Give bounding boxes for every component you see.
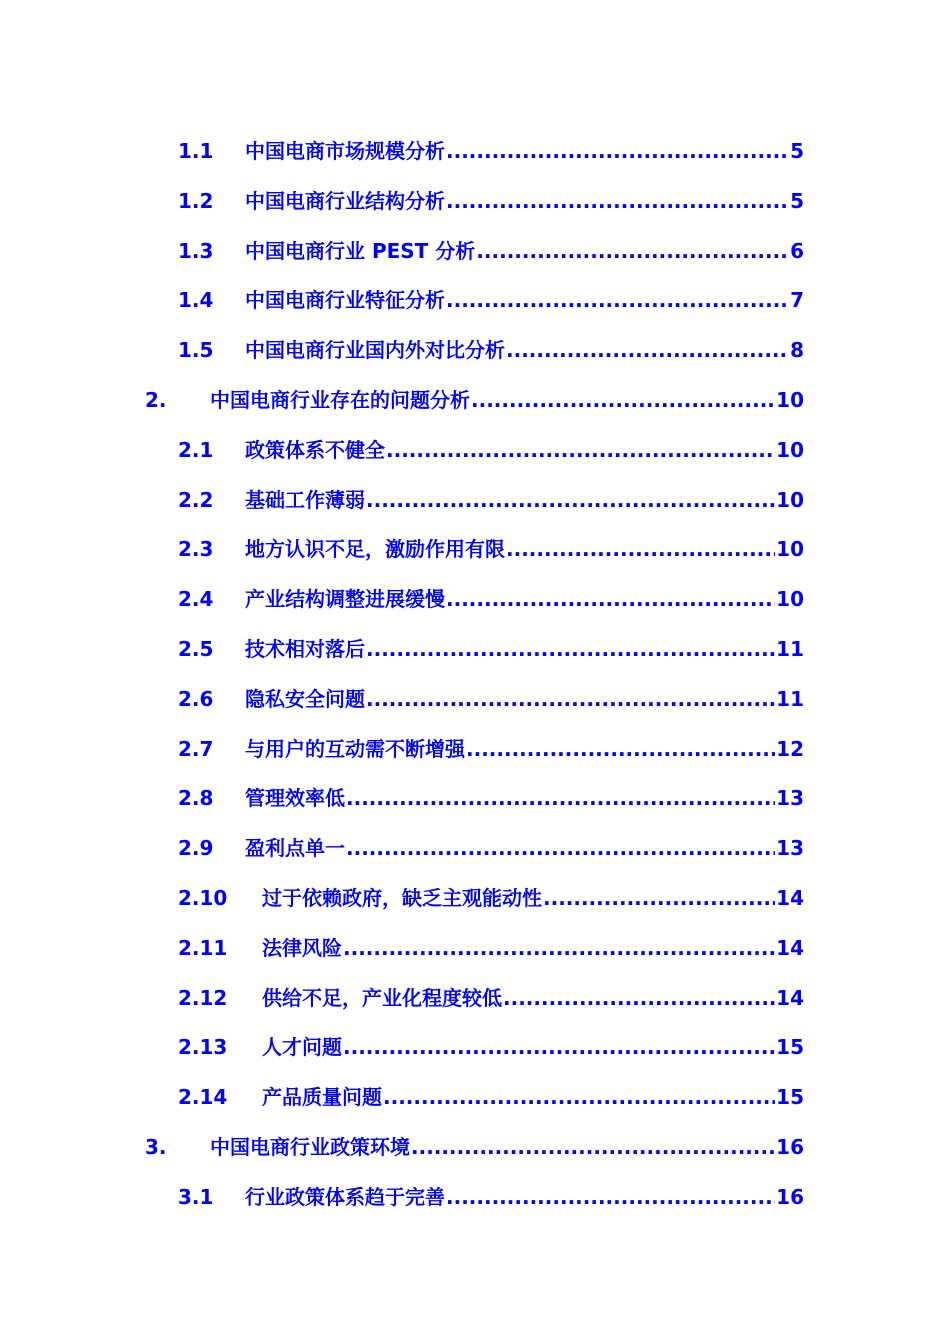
toc-entry-number: 2.10: [178, 886, 228, 910]
toc-entry-title: 政策体系不健全: [245, 438, 385, 462]
toc-entry-2-12[interactable]: [0, 983, 950, 1013]
toc-entry-3-1[interactable]: [0, 1182, 950, 1212]
toc-entry-number: 2.7: [178, 737, 214, 761]
toc-entry-page: 11: [776, 687, 804, 711]
toc-entry-2-7[interactable]: [0, 734, 950, 764]
toc-entry-title: 隐私安全问题: [245, 687, 365, 711]
toc-entry-body: [245, 734, 804, 764]
toc-entry-number: 1.1: [178, 139, 214, 163]
toc-entry-page: 13: [776, 836, 804, 860]
toc-entry-2-9[interactable]: [0, 833, 950, 863]
toc-entry-title: 人才问题: [262, 1035, 342, 1059]
toc-entry-number: 2.: [145, 388, 167, 412]
toc-entry-title: 法律风险: [262, 936, 342, 960]
toc-entry-page: 7: [790, 288, 804, 312]
toc-entry-1-5[interactable]: [0, 335, 950, 365]
toc-dot-leader: [446, 136, 789, 166]
toc-entry-2-2[interactable]: [0, 485, 950, 515]
toc-entry-body: [245, 833, 804, 863]
toc-entry-title: 基础工作薄弱: [245, 488, 365, 512]
toc-entry-body: [262, 983, 804, 1013]
toc-entry-title: 与用户的互动需不断增强: [245, 737, 465, 761]
toc-dot-leader: [506, 335, 789, 365]
toc-entry-3[interactable]: [0, 1132, 950, 1162]
toc-entry-number: 1.5: [178, 338, 214, 362]
toc-entry-body: [245, 534, 804, 564]
toc-entry-number: 3.: [145, 1135, 167, 1159]
toc-dot-leader: [411, 1132, 775, 1162]
toc-entry-number: 2.12: [178, 986, 228, 1010]
toc-entry-2-11[interactable]: [0, 933, 950, 963]
toc-entry-title: 盈利点单一: [245, 836, 345, 860]
toc-entry-body: [245, 634, 804, 664]
toc-entry-title: 管理效率低: [245, 786, 345, 810]
toc-dot-leader: [386, 435, 775, 465]
toc-entry-title: 中国电商行业特征分析: [245, 288, 445, 312]
toc-entry-title: 中国电商行业存在的问题分析: [210, 388, 470, 412]
toc-entry-1-3[interactable]: [0, 236, 950, 266]
toc-entry-body: [245, 485, 804, 515]
toc-entry-number: 1.2: [178, 189, 214, 213]
toc-entry-number: 1.3: [178, 239, 214, 263]
toc-dot-leader: [383, 1082, 775, 1112]
toc-entry-body: [245, 186, 804, 216]
toc-dot-leader: [343, 1032, 775, 1062]
toc-entry-title: 中国电商行业国内外对比分析: [245, 338, 505, 362]
toc-entry-2-8[interactable]: [0, 783, 950, 813]
toc-entry-1-2[interactable]: [0, 186, 950, 216]
toc-entry-body: [262, 1082, 804, 1112]
toc-entry-body: [262, 1032, 804, 1062]
toc-entry-title: 行业政策体系趋于完善: [245, 1185, 445, 1209]
toc-entry-page: 11: [776, 637, 804, 661]
toc-entry-page: 14: [776, 936, 804, 960]
toc-entry-number: 2.11: [178, 936, 228, 960]
toc-entry-title: 中国电商行业 PEST 分析: [245, 239, 476, 263]
toc-entry-title: 产业结构调整进展缓慢: [245, 587, 445, 611]
toc-dot-leader: [471, 385, 775, 415]
toc-dot-leader: [446, 186, 789, 216]
toc-entry-page: 15: [776, 1035, 804, 1059]
toc-entry-number: 2.14: [178, 1085, 228, 1109]
toc-entry-2-14[interactable]: [0, 1082, 950, 1112]
toc-entry-page: 10: [776, 438, 804, 462]
toc-entry-2-6[interactable]: [0, 684, 950, 714]
toc-dot-leader: [343, 933, 775, 963]
toc-dot-leader: [543, 883, 775, 913]
toc-entry-page: 8: [790, 338, 804, 362]
toc-entry-number: 2.13: [178, 1035, 228, 1059]
toc-entry-body: [245, 783, 804, 813]
toc-entry-page: 6: [790, 239, 804, 263]
toc-entry-page: 5: [790, 139, 804, 163]
toc-dot-leader: [503, 983, 775, 1013]
toc-entry-number: 1.4: [178, 288, 214, 312]
toc-entry-page: 16: [776, 1185, 804, 1209]
toc-entry-2-10[interactable]: [0, 883, 950, 913]
toc-entry-title: 过于依赖政府，缺乏主观能动性: [262, 886, 542, 910]
toc-entry-1-4[interactable]: [0, 285, 950, 315]
toc-entry-body: [245, 136, 804, 166]
toc-entry-title: 技术相对落后: [245, 637, 365, 661]
toc-entry-number: 2.5: [178, 637, 214, 661]
toc-entry-body: [210, 1132, 804, 1162]
toc-entry-body: [245, 236, 804, 266]
toc-entry-page: 15: [776, 1085, 804, 1109]
toc-entry-page: 10: [776, 537, 804, 561]
toc-entry-body: [245, 435, 804, 465]
toc-entry-number: 2.9: [178, 836, 214, 860]
toc-entry-page: 14: [776, 986, 804, 1010]
toc-dot-leader: [366, 485, 775, 515]
toc-entry-page: 10: [776, 488, 804, 512]
toc-entry-body: [245, 335, 804, 365]
toc-entry-title: 产品质量问题: [262, 1085, 382, 1109]
toc-dot-leader: [476, 236, 789, 266]
toc-entry-page: 16: [776, 1135, 804, 1159]
toc-entry-2-1[interactable]: [0, 435, 950, 465]
toc-entry-2-3[interactable]: [0, 534, 950, 564]
toc-dot-leader: [346, 783, 775, 813]
toc-entry-title: 地方认识不足，激励作用有限: [245, 537, 505, 561]
toc-entry-page: 14: [776, 886, 804, 910]
toc-entry-title: 中国电商行业结构分析: [245, 189, 445, 213]
toc-dot-leader: [446, 1182, 775, 1212]
toc-entry-title: 中国电商市场规模分析: [245, 139, 445, 163]
toc-entry-page: 5: [790, 189, 804, 213]
toc-dot-leader: [466, 734, 775, 764]
toc-entry-number: 2.1: [178, 438, 214, 462]
toc-entry-number: 2.2: [178, 488, 214, 512]
toc-entry-number: 3.1: [178, 1185, 214, 1209]
toc-entry-title: 中国电商行业政策环境: [210, 1135, 410, 1159]
toc-entry-title: 供给不足，产业化程度较低: [262, 986, 502, 1010]
toc-entry-2-4[interactable]: [0, 584, 950, 614]
toc-dot-leader: [506, 534, 775, 564]
toc-entry-1-1[interactable]: [0, 136, 950, 166]
toc-entry-2-5[interactable]: [0, 634, 950, 664]
toc-entry-number: 2.6: [178, 687, 214, 711]
toc-entry-number: 2.4: [178, 587, 214, 611]
toc-entry-body: [245, 584, 804, 614]
toc-entry-body: [262, 933, 804, 963]
toc-dot-leader: [366, 684, 775, 714]
toc-entry-number: 2.8: [178, 786, 214, 810]
toc-dot-leader: [346, 833, 775, 863]
toc-entry-2-13[interactable]: [0, 1032, 950, 1062]
toc-entry-body: [245, 1182, 804, 1212]
toc-dot-leader: [366, 634, 775, 664]
toc-entry-body: [245, 285, 804, 315]
toc-entry-2[interactable]: [0, 385, 950, 415]
toc-entry-page: 10: [776, 388, 804, 412]
toc-dot-leader: [446, 285, 789, 315]
toc-entry-number: 2.3: [178, 537, 214, 561]
toc-entry-body: [210, 385, 804, 415]
toc-entry-body: [245, 684, 804, 714]
toc-entry-page: 12: [776, 737, 804, 761]
toc-entry-page: 10: [776, 587, 804, 611]
toc-entry-page: 13: [776, 786, 804, 810]
toc-dot-leader: [446, 584, 775, 614]
toc-entry-body: [262, 883, 804, 913]
